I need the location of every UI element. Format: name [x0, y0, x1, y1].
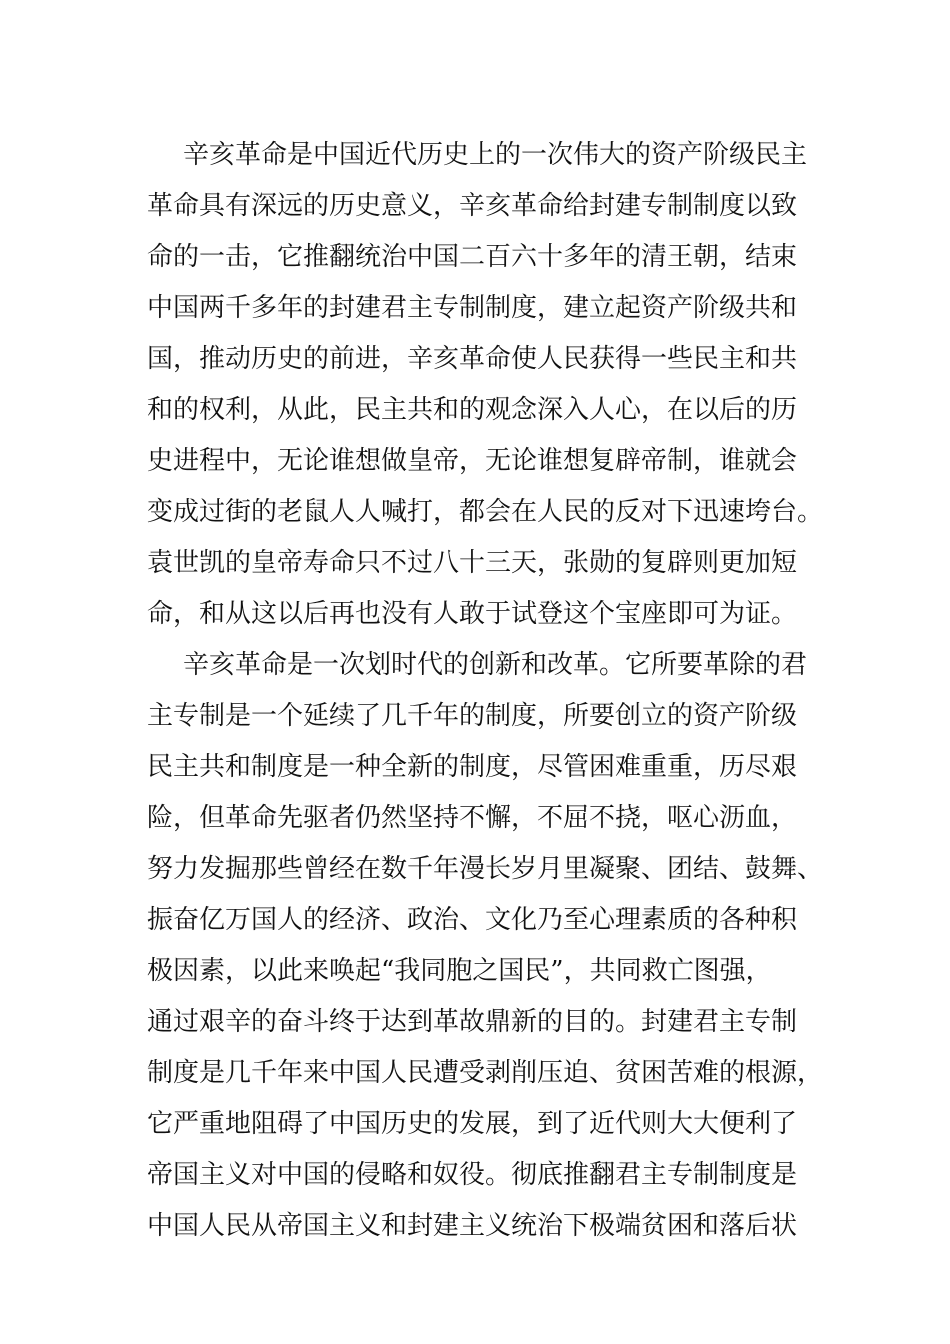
text-line: 极因素，以此来唤起“我同胞之国民”，共同救亡图强，	[147, 956, 772, 986]
text-line: 变成过街的老鼠人人喊打，都会在人民的反对下迅速垮台。	[147, 497, 824, 527]
text-line: 民主共和制度是一种全新的制度，尽管困难重重，历尽艰	[147, 752, 798, 782]
text-line: 振奋亿万国人的经济、政治、文化乃至心理素质的各种积	[147, 905, 798, 935]
text-line: 通过艰辛的奋斗终于达到革故鼎新的目的。封建君主专制	[147, 1007, 798, 1037]
text-line: 制度是几千年来中国人民遭受剥削压迫、贫困苦难的根源，	[147, 1058, 824, 1088]
text-line: 辛亥革命是一次划时代的创新和改革。它所要革除的君	[183, 650, 808, 680]
text-line: 帝国主义对中国的侵略和奴役。彻底推翻君主专制制度是	[147, 1160, 798, 1190]
text-line: 革命具有深远的历史意义，辛亥革命给封建专制制度以致	[147, 191, 798, 221]
text-line: 和的权利，从此，民主共和的观念深入人心，在以后的历	[147, 395, 798, 425]
text-line: 险，但革命先驱者仍然坚持不懈，不屈不挠，呕心沥血，	[147, 803, 798, 833]
text-line: 主专制是一个延续了几千年的制度，所要创立的资产阶级	[147, 701, 798, 731]
text-line: 命，和从这以后再也没有人敢于试登这个宝座即可为证。	[147, 599, 798, 629]
text-line: 它严重地阻碍了中国历史的发展，到了近代则大大便利了	[147, 1109, 798, 1139]
paragraph-2	[147, 640, 824, 1252]
text-line: 辛亥革命是中国近代历史上的一次伟大的资产阶级民主	[183, 140, 808, 170]
text-line: 努力发掘那些曾经在数千年漫长岁月里凝聚、团结、鼓舞、	[147, 854, 824, 884]
paragraph-1	[147, 130, 824, 640]
text-line: 命的一击，它推翻统治中国二百六十多年的清王朝，结束	[147, 242, 798, 272]
text-line: 国，推动历史的前进，辛亥革命使人民获得一些民主和共	[147, 344, 798, 374]
text-line: 中国两千多年的封建君主专制制度，建立起资产阶级共和	[147, 293, 798, 323]
text-line: 中国人民从帝国主义和封建主义统治下极端贫困和落后状	[147, 1211, 798, 1241]
text-line: 史进程中，无论谁想做皇帝，无论谁想复辟帝制，谁就会	[147, 446, 798, 476]
text-line: 袁世凯的皇帝寿命只不过八十三天，张勋的复辟则更加短	[147, 548, 798, 578]
document-body	[147, 130, 824, 1252]
